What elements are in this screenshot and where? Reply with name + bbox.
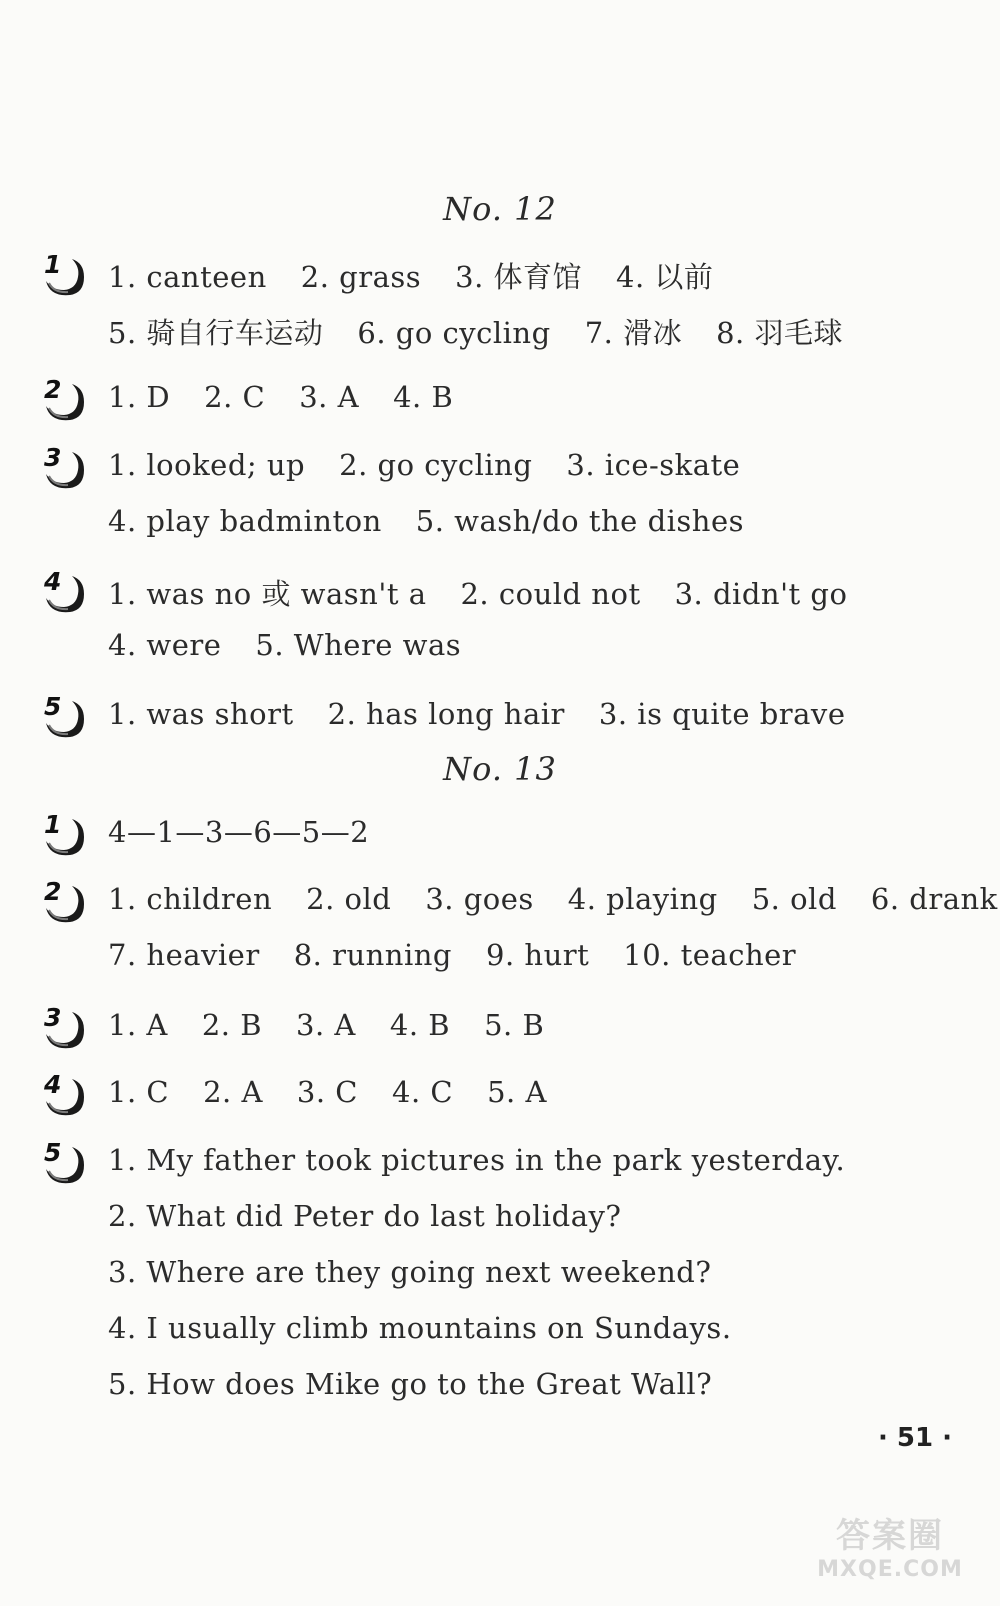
answer-item: 2. could not: [460, 577, 641, 611]
question-number-badge: [40, 877, 88, 926]
answer-item: 1. looked; up: [108, 448, 306, 482]
answer-line: [108, 311, 843, 352]
answer-item: 5. How does Mike go to the Great Wall?: [108, 1367, 713, 1401]
answer-item: 2. B: [201, 1008, 263, 1042]
question-number: 3: [44, 443, 62, 472]
question-number-badge: [40, 1003, 88, 1052]
question-number: 1: [44, 250, 62, 279]
page-number: · 51 ·: [877, 1423, 952, 1453]
question-number: 5: [44, 692, 62, 721]
answer-item: 4. playing: [567, 882, 718, 916]
question-number-badge: [40, 692, 88, 741]
answer-item: 1. D: [108, 380, 171, 414]
answer-item: 1. canteen: [108, 260, 267, 294]
answer-line: [108, 938, 796, 972]
question-number: 5: [44, 1138, 62, 1167]
section-title: No. 12: [443, 190, 557, 228]
question-number-badge: [40, 567, 88, 616]
answer-line: [108, 1075, 547, 1109]
answer-item: 3. is quite brave: [598, 697, 846, 731]
answer-line: [108, 255, 713, 296]
answer-line: [108, 504, 744, 538]
answer-line: [108, 1255, 711, 1289]
answer-item: 1. was short: [108, 697, 294, 731]
answer-item: 5. B: [484, 1008, 545, 1042]
answer-line: [108, 380, 453, 414]
answer-item: 5. old: [751, 882, 837, 916]
answer-item: 1. My father took pictures in the park yesterday.: [108, 1143, 846, 1177]
answer-item: 7. heavier: [108, 938, 260, 972]
answer-item: 2. What did Peter do last holiday?: [108, 1199, 622, 1233]
answer-item: 4. B: [393, 380, 454, 414]
answer-item: 9. hurt: [486, 938, 590, 972]
answer-line: [108, 1311, 732, 1345]
question-number: 4: [44, 567, 62, 596]
question-number-badge: [40, 375, 88, 424]
answer-line: [108, 448, 740, 482]
answer-item: 3. C: [296, 1075, 358, 1109]
answer-line: [108, 1199, 621, 1233]
question-number-badge: [40, 1138, 88, 1187]
watermark-logo: [800, 1508, 980, 1588]
question-number: 3: [44, 1003, 62, 1032]
answer-item: 1. children: [108, 882, 273, 916]
section-title: No. 13: [443, 750, 557, 788]
watermark-bottom: MXQE.COM: [817, 1557, 963, 1582]
answer-line: [108, 1143, 845, 1177]
answer-item: 2. go cycling: [339, 448, 533, 482]
answer-line: [108, 697, 845, 731]
answer-item: 6. drank: [870, 882, 998, 916]
answer-item: 10. teacher: [623, 938, 797, 972]
answer-item: 5. A: [487, 1075, 547, 1109]
answer-item: 2. old: [306, 882, 392, 916]
watermark-top: 答案圈: [836, 1516, 944, 1556]
answer-item: 4. 以前: [616, 260, 714, 294]
answer-item: 3. Where are they going next weekend?: [108, 1255, 712, 1289]
answer-line: [108, 1008, 544, 1042]
answer-item: 1. was no 或 wasn't a: [108, 577, 427, 611]
question-number-badge: [40, 810, 88, 859]
answer-line: [108, 815, 369, 849]
question-number: 2: [44, 375, 62, 404]
answer-item: 4. were: [108, 628, 222, 662]
answer-item: 5. Where was: [255, 628, 462, 662]
question-number-badge: [40, 1070, 88, 1119]
answer-item: 8. 羽毛球: [716, 316, 843, 350]
answer-line: [108, 628, 461, 662]
answer-item: 2. C: [204, 380, 266, 414]
answer-item: 2. grass: [300, 260, 422, 294]
answer-item: 7. 滑冰: [584, 316, 683, 350]
question-number-badge: [40, 443, 88, 492]
answer-item: 4. I usually climb mountains on Sundays.: [108, 1311, 732, 1345]
answer-item: 1. C: [108, 1075, 170, 1109]
answer-item: 3. A: [299, 380, 360, 414]
answer-item: 5. wash/do the dishes: [415, 504, 745, 538]
answer-item: 1. A: [108, 1008, 168, 1042]
answer-item: 8. running: [293, 938, 453, 972]
answer-item: 2. has long hair: [327, 697, 565, 731]
answer-line: [108, 572, 847, 613]
answer-item: 3. ice-skate: [566, 448, 741, 482]
answer-item: 2. A: [203, 1075, 263, 1109]
question-number: 4: [44, 1070, 62, 1099]
answer-item: 4. play badminton: [108, 504, 382, 538]
answer-item: 3. goes: [425, 882, 534, 916]
question-number: 2: [44, 877, 62, 906]
answer-item: 6. go cycling: [357, 316, 551, 350]
answer-item: 3. 体育馆: [455, 260, 583, 294]
answer-line: [108, 1367, 712, 1401]
answer-item: 4. C: [392, 1075, 454, 1109]
answer-item: 3. A: [296, 1008, 356, 1042]
answer-line: [108, 882, 998, 916]
answer-item: 4—1—3—6—5—2: [108, 815, 370, 849]
question-number: 1: [44, 810, 62, 839]
answer-item: 5. 骑自行车运动: [108, 316, 324, 350]
answer-item: 4. B: [389, 1008, 451, 1042]
answer-item: 3. didn't go: [674, 577, 848, 611]
question-number-badge: [40, 250, 88, 299]
